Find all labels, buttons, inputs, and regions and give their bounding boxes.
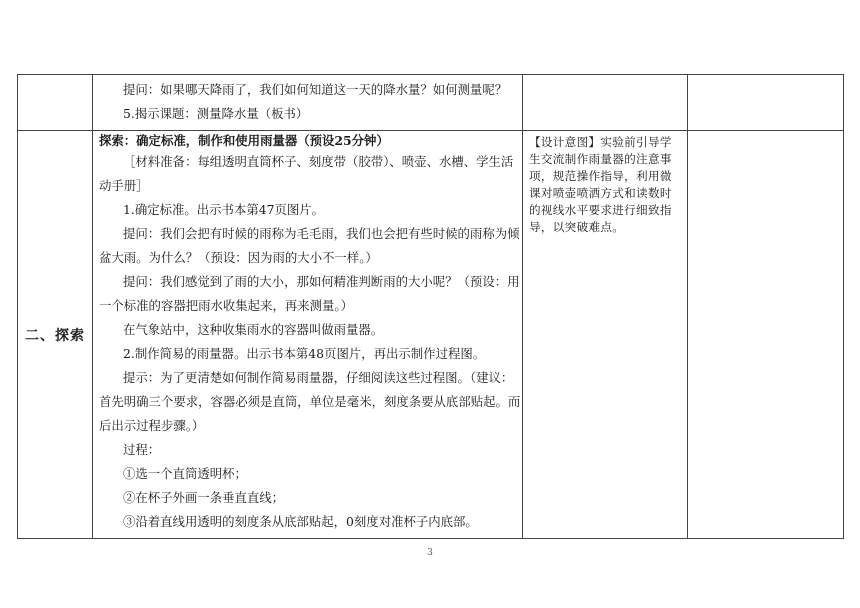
text-line: 过程： (123, 442, 161, 457)
text-line: ［材料准备：每组透明直筒杯子、刻度带（胶带）、喷壶、水槽、学生活 (123, 154, 514, 169)
lesson-plan-table (17, 74, 844, 539)
page-number: 3 (427, 548, 433, 558)
section-title: 二、探索 (25, 327, 85, 344)
section-heading: 探索：确定标准，制作和使用雨量器（预设25分钟） (99, 133, 389, 148)
text-line: 提示：为了更清楚如何制作简易雨量器，仔细阅读这些过程图。（建议： (123, 370, 514, 385)
text-line: 动手册］ (99, 178, 149, 193)
table-row (18, 75, 844, 131)
text-line: 首先明确三个要求，容器必须是直筒，单位是毫米，刻度条要从底部贴起。而 (99, 394, 521, 409)
text-line: 5.揭示课题：测量降水量（板书） (123, 106, 309, 121)
text-line: ②在杯子外画一条垂直直线； (123, 490, 285, 505)
design-cell (523, 131, 688, 539)
text-line: 提问：如果哪天降雨了，我们如何知道这一天的降水量？如何测量呢？ (123, 82, 508, 97)
text-line: 后出示过程步骤。） (99, 418, 205, 433)
text-line: 一个标准的容器把雨水收集起来，再来测量。） (99, 298, 354, 313)
text-line: 在气象站中，这种收集雨水的容器叫做雨量器。 (123, 322, 384, 337)
design-line: 【设计意图】实验前引导学 (529, 135, 672, 149)
text-line: 1.确定标准。出示书本第47页图片。 (123, 202, 325, 217)
design-cell-empty (523, 75, 688, 131)
notes-cell-empty (688, 131, 844, 539)
design-line: 项，规范操作指导，利用微 (529, 169, 672, 183)
design-line: 的视线水平要求进行细致指 (529, 203, 672, 217)
notes-cell-empty (688, 75, 844, 131)
design-line: 课对喷壶喷洒方式和读数时 (529, 186, 672, 200)
text-line: 提问：我们感觉到了雨的大小，那如何精准判断雨的大小呢？（预设：用 (123, 274, 520, 289)
text-line: ①选一个直筒透明杯； (123, 466, 247, 481)
text-line: 提问：我们会把有时候的雨称为毛毛雨，我们也会把有些时候的雨称为倾 (123, 226, 520, 241)
table-row (18, 131, 844, 539)
design-line: 生交流制作雨量器的注意事 (529, 152, 672, 166)
text-line: ③沿着直线用透明的刻度条从底部贴起，0刻度对准杯子内底部。 (123, 514, 478, 529)
process-cell (93, 75, 523, 131)
section-cell-empty (18, 75, 93, 131)
text-line: 盆大雨。为什么？（预设：因为雨的大小不一样。） (99, 250, 378, 265)
process-cell (93, 131, 523, 539)
text-line: 2.制作简易的雨量器。出示书本第48页图片，再出示制作过程图。 (123, 346, 486, 361)
design-line: 导，以突破难点。 (529, 220, 625, 234)
section-cell (18, 131, 93, 539)
